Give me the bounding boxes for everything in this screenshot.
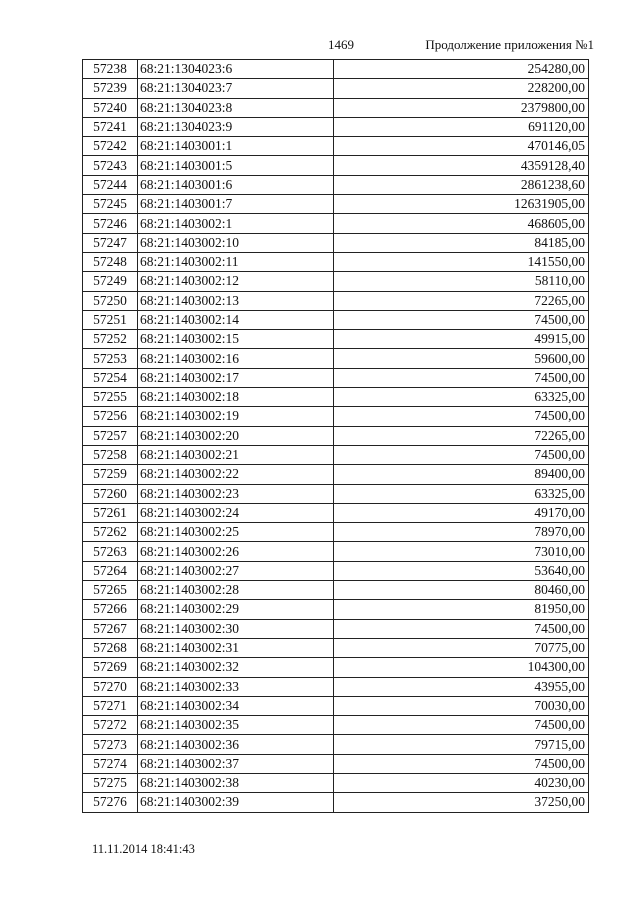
table-row	[83, 716, 589, 735]
row-number-cell: 57262	[83, 523, 138, 542]
cadastral-value-cell: 43955,00	[334, 677, 589, 696]
row-number-cell: 57275	[83, 773, 138, 792]
cadastral-value-cell: 70030,00	[334, 696, 589, 715]
register-table	[82, 59, 589, 813]
row-number-cell: 57256	[83, 407, 138, 426]
cadastral-number-cell: 68:21:1403001:6	[138, 175, 334, 194]
table-row	[83, 696, 589, 715]
cadastral-number-cell: 68:21:1403002:15	[138, 330, 334, 349]
table-row	[83, 79, 589, 98]
cadastral-number-cell: 68:21:1403002:18	[138, 388, 334, 407]
cadastral-value-cell: 63325,00	[334, 484, 589, 503]
cadastral-value-cell: 63325,00	[334, 388, 589, 407]
table-row	[83, 484, 589, 503]
cadastral-number-cell: 68:21:1403001:5	[138, 156, 334, 175]
cadastral-number-cell: 68:21:1403002:1	[138, 214, 334, 233]
table-row	[83, 523, 589, 542]
cadastral-value-cell: 691120,00	[334, 117, 589, 136]
row-number-cell: 57254	[83, 368, 138, 387]
table-row	[83, 195, 589, 214]
row-number-cell: 57248	[83, 252, 138, 271]
table-row	[83, 735, 589, 754]
row-number-cell: 57272	[83, 716, 138, 735]
cadastral-value-cell: 74500,00	[334, 368, 589, 387]
table-row	[83, 426, 589, 445]
cadastral-number-cell: 68:21:1403002:28	[138, 581, 334, 600]
cadastral-number-cell: 68:21:1403002:26	[138, 542, 334, 561]
print-timestamp: 11.11.2014 18:41:43	[92, 842, 195, 856]
cadastral-value-cell: 141550,00	[334, 252, 589, 271]
table-row	[83, 137, 589, 156]
cadastral-value-cell: 37250,00	[334, 793, 589, 812]
cadastral-value-cell: 4359128,40	[334, 156, 589, 175]
table-row	[83, 291, 589, 310]
row-number-cell: 57239	[83, 79, 138, 98]
table-row	[83, 98, 589, 117]
cadastral-number-cell: 68:21:1403002:39	[138, 793, 334, 812]
cadastral-value-cell: 49170,00	[334, 503, 589, 522]
cadastral-number-cell: 68:21:1403002:14	[138, 310, 334, 329]
table-row	[83, 445, 589, 464]
table-row	[83, 60, 589, 79]
cadastral-value-cell: 74500,00	[334, 716, 589, 735]
cadastral-number-cell: 68:21:1403001:7	[138, 195, 334, 214]
table-row	[83, 272, 589, 291]
cadastral-value-cell: 78970,00	[334, 523, 589, 542]
row-number-cell: 57247	[83, 233, 138, 252]
cadastral-number-cell: 68:21:1403002:30	[138, 619, 334, 638]
cadastral-value-cell: 254280,00	[334, 60, 589, 79]
cadastral-number-cell: 68:21:1403002:31	[138, 638, 334, 657]
cadastral-value-cell: 49915,00	[334, 330, 589, 349]
table-row	[83, 233, 589, 252]
table-row	[83, 349, 589, 368]
table-body	[83, 60, 589, 813]
row-number-cell: 57266	[83, 600, 138, 619]
cadastral-number-cell: 68:21:1403002:34	[138, 696, 334, 715]
row-number-cell: 57251	[83, 310, 138, 329]
row-number-cell: 57265	[83, 581, 138, 600]
cadastral-value-cell: 74500,00	[334, 445, 589, 464]
row-number-cell: 57263	[83, 542, 138, 561]
row-number-cell: 57274	[83, 754, 138, 773]
table-row	[83, 252, 589, 271]
table-row	[83, 368, 589, 387]
table-row	[83, 793, 589, 812]
cadastral-number-cell: 68:21:1304023:9	[138, 117, 334, 136]
cadastral-number-cell: 68:21:1403002:21	[138, 445, 334, 464]
cadastral-number-cell: 68:21:1403002:10	[138, 233, 334, 252]
cadastral-number-cell: 68:21:1304023:6	[138, 60, 334, 79]
table-row	[83, 465, 589, 484]
table-row	[83, 619, 589, 638]
cadastral-number-cell: 68:21:1403002:12	[138, 272, 334, 291]
cadastral-number-cell: 68:21:1403002:32	[138, 658, 334, 677]
cadastral-value-cell: 74500,00	[334, 310, 589, 329]
cadastral-value-cell: 70775,00	[334, 638, 589, 657]
table-row	[83, 638, 589, 657]
row-number-cell: 57270	[83, 677, 138, 696]
cadastral-number-cell: 68:21:1403001:1	[138, 137, 334, 156]
cadastral-value-cell: 80460,00	[334, 581, 589, 600]
cadastral-value-cell: 84185,00	[334, 233, 589, 252]
cadastral-value-cell: 12631905,00	[334, 195, 589, 214]
cadastral-value-cell: 2861238,60	[334, 175, 589, 194]
table-row	[83, 600, 589, 619]
cadastral-value-cell: 72265,00	[334, 291, 589, 310]
cadastral-number-cell: 68:21:1403002:29	[138, 600, 334, 619]
cadastral-value-cell: 79715,00	[334, 735, 589, 754]
cadastral-number-cell: 68:21:1403002:20	[138, 426, 334, 445]
table-row	[83, 330, 589, 349]
row-number-cell: 57273	[83, 735, 138, 754]
row-number-cell: 57257	[83, 426, 138, 445]
row-number-cell: 57268	[83, 638, 138, 657]
row-number-cell: 57271	[83, 696, 138, 715]
row-number-cell: 57252	[83, 330, 138, 349]
row-number-cell: 57267	[83, 619, 138, 638]
table-row	[83, 542, 589, 561]
cadastral-number-cell: 68:21:1403002:17	[138, 368, 334, 387]
table-row	[83, 310, 589, 329]
cadastral-value-cell: 73010,00	[334, 542, 589, 561]
table-row	[83, 658, 589, 677]
row-number-cell: 57241	[83, 117, 138, 136]
row-number-cell: 57238	[83, 60, 138, 79]
cadastral-number-cell: 68:21:1403002:33	[138, 677, 334, 696]
row-number-cell: 57261	[83, 503, 138, 522]
cadastral-number-cell: 68:21:1403002:35	[138, 716, 334, 735]
row-number-cell: 57244	[83, 175, 138, 194]
page-number: 1469	[328, 37, 354, 52]
cadastral-value-cell: 40230,00	[334, 773, 589, 792]
cadastral-number-cell: 68:21:1403002:27	[138, 561, 334, 580]
cadastral-value-cell: 74500,00	[334, 407, 589, 426]
row-number-cell: 57269	[83, 658, 138, 677]
row-number-cell: 57245	[83, 195, 138, 214]
table-row	[83, 754, 589, 773]
cadastral-number-cell: 68:21:1403002:37	[138, 754, 334, 773]
row-number-cell: 57246	[83, 214, 138, 233]
table-row	[83, 581, 589, 600]
row-number-cell: 57276	[83, 793, 138, 812]
cadastral-value-cell: 58110,00	[334, 272, 589, 291]
cadastral-value-cell: 468605,00	[334, 214, 589, 233]
row-number-cell: 57260	[83, 484, 138, 503]
row-number-cell: 57250	[83, 291, 138, 310]
cadastral-number-cell: 68:21:1403002:16	[138, 349, 334, 368]
cadastral-number-cell: 68:21:1304023:7	[138, 79, 334, 98]
cadastral-value-cell: 74500,00	[334, 619, 589, 638]
cadastral-number-cell: 68:21:1403002:11	[138, 252, 334, 271]
row-number-cell: 57253	[83, 349, 138, 368]
table-row	[83, 561, 589, 580]
cadastral-number-cell: 68:21:1403002:23	[138, 484, 334, 503]
table-row	[83, 214, 589, 233]
cadastral-value-cell: 470146,05	[334, 137, 589, 156]
table-row	[83, 407, 589, 426]
cadastral-value-cell: 89400,00	[334, 465, 589, 484]
table-row	[83, 117, 589, 136]
cadastral-number-cell: 68:21:1403002:38	[138, 773, 334, 792]
cadastral-number-cell: 68:21:1403002:13	[138, 291, 334, 310]
cadastral-value-cell: 228200,00	[334, 79, 589, 98]
cadastral-value-cell: 53640,00	[334, 561, 589, 580]
row-number-cell: 57259	[83, 465, 138, 484]
cadastral-value-cell: 2379800,00	[334, 98, 589, 117]
table-row	[83, 175, 589, 194]
cadastral-number-cell: 68:21:1403002:22	[138, 465, 334, 484]
cadastral-number-cell: 68:21:1304023:8	[138, 98, 334, 117]
cadastral-value-cell: 81950,00	[334, 600, 589, 619]
appendix-note: Продолжение приложения №1	[425, 37, 594, 52]
row-number-cell: 57240	[83, 98, 138, 117]
table-row	[83, 156, 589, 175]
row-number-cell: 57255	[83, 388, 138, 407]
cadastral-value-cell: 74500,00	[334, 754, 589, 773]
cadastral-value-cell: 59600,00	[334, 349, 589, 368]
cadastral-value-cell: 72265,00	[334, 426, 589, 445]
cadastral-number-cell: 68:21:1403002:19	[138, 407, 334, 426]
row-number-cell: 57249	[83, 272, 138, 291]
table-row	[83, 677, 589, 696]
table-row	[83, 388, 589, 407]
row-number-cell: 57264	[83, 561, 138, 580]
row-number-cell: 57242	[83, 137, 138, 156]
table-row	[83, 773, 589, 792]
cadastral-value-cell: 104300,00	[334, 658, 589, 677]
row-number-cell: 57258	[83, 445, 138, 464]
cadastral-number-cell: 68:21:1403002:24	[138, 503, 334, 522]
row-number-cell: 57243	[83, 156, 138, 175]
table-row	[83, 503, 589, 522]
cadastral-number-cell: 68:21:1403002:25	[138, 523, 334, 542]
cadastral-number-cell: 68:21:1403002:36	[138, 735, 334, 754]
